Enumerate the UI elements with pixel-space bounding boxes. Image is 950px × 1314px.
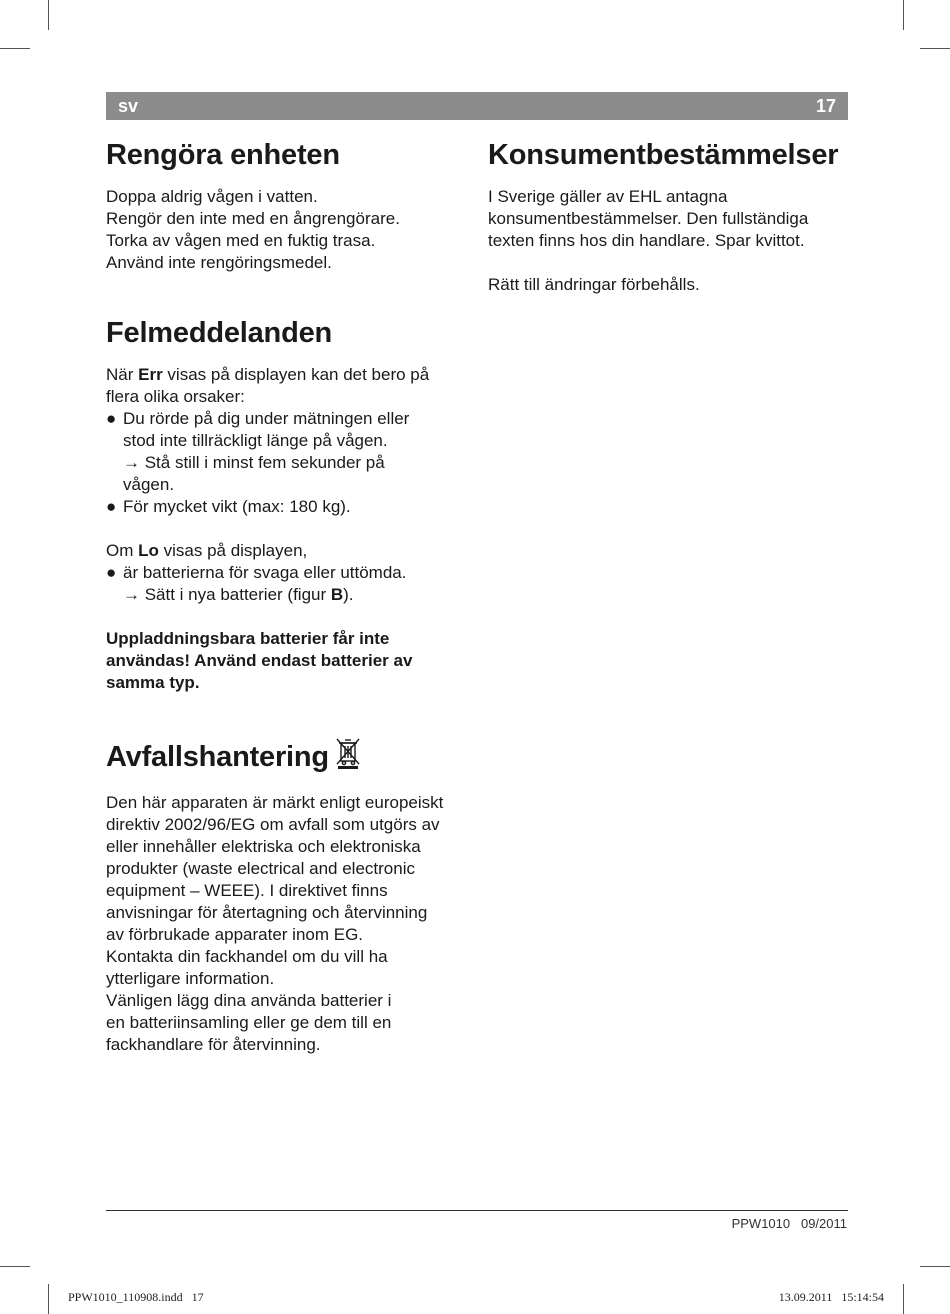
bullet-icon: ● (106, 497, 117, 516)
lo-action: → Sätt i nya batterier (figur B). (123, 585, 354, 604)
disposal-line: Kontakta din fackhandel om du vill ha (106, 947, 388, 966)
consumer-note: Rätt till ändringar förbehålls. (488, 275, 700, 294)
crop-mark (0, 48, 30, 49)
cleaning-section (106, 138, 476, 274)
crop-mark (903, 1284, 904, 1314)
cleaning-line: Doppa aldrig vågen i vatten. (106, 187, 318, 206)
consumer-section (488, 138, 848, 296)
crop-mark (903, 0, 904, 30)
consumer-line: texten finns hos din handlare. Spar kvittot. (488, 231, 805, 250)
errors-title: Felmeddelanden (106, 317, 333, 349)
disposal-line: equipment – WEEE). I direktivet finns (106, 881, 388, 900)
cleaning-line: Rengör den inte med en ångrengörare. (106, 209, 400, 228)
consumer-title: Konsumentbestämmelser (488, 139, 839, 171)
lo-bullet: ● är batterierna för svaga eller uttömda. (106, 563, 407, 582)
consumer-line: I Sverige gäller av EHL antagna (488, 187, 728, 206)
disposal-line: produkter (waste electrical and electronic (106, 859, 415, 878)
disposal-line: Vänligen lägg dina använda batterier i (106, 991, 392, 1010)
print-slug-timestamp: 13.09.2011 15:14:54 (778, 1290, 884, 1304)
disposal-line: anvisningar för återtagning och återvinning (106, 903, 428, 922)
errors-intro-line2: flera olika orsaker: (106, 387, 245, 406)
disposal-title: Avfallshantering (106, 741, 329, 773)
bullet-icon: ● (106, 409, 117, 428)
cleaning-title: Rengöra enheten (106, 139, 340, 171)
header-bar (106, 92, 848, 120)
error-bullet: ● Du rörde på dig under mätningen eller (106, 409, 410, 428)
cleaning-line: Använd inte rengöringsmedel. (106, 253, 332, 272)
disposal-heading (106, 736, 476, 778)
errors-section (106, 316, 476, 694)
crop-mark (48, 1284, 49, 1314)
crop-mark (48, 0, 49, 30)
footer-divider (106, 1210, 848, 1211)
disposal-section (106, 736, 476, 1056)
error-bullet: ● För mycket vikt (max: 180 kg). (106, 497, 351, 516)
battery-warning: användas! Använd endast batterier av (106, 651, 413, 670)
crop-mark (920, 1266, 950, 1267)
error-action: → Stå still i minst fem sekunder på (123, 453, 385, 472)
print-slug-file: PPW1010_110908.indd 17 (68, 1290, 204, 1304)
battery-warning: samma typ. (106, 673, 200, 692)
cleaning-line: Torka av vågen med en fuktig trasa. (106, 231, 376, 250)
language-code: sv (118, 96, 139, 116)
consumer-line: konsumentbestämmelser. Den fullständiga (488, 209, 809, 228)
disposal-line: eller innehåller elektriska och elektroniska (106, 837, 421, 856)
crop-mark (0, 1266, 30, 1267)
disposal-line: en batteriinsamling eller ge dem till en (106, 1013, 392, 1032)
battery-warning: Uppladdningsbara batterier får inte (106, 629, 390, 648)
error-bullet-cont: stod inte tillräckligt länge på vågen. (123, 431, 388, 450)
lo-intro: Om Lo visas på displayen, (106, 541, 308, 560)
disposal-line: ytterligare information. (106, 969, 275, 988)
error-action-cont: vågen. (123, 475, 175, 494)
crop-mark (920, 48, 950, 49)
err-code: Err (138, 365, 163, 384)
lo-code: Lo (138, 541, 159, 560)
right-column (488, 138, 848, 296)
figure-ref: B (330, 585, 344, 604)
disposal-line: Den här apparaten är märkt enligt europeiskt (106, 793, 444, 812)
left-column (106, 138, 476, 1056)
disposal-line: av förbrukade apparater inom EG. (106, 925, 364, 944)
disposal-line: direktiv 2002/96/EG om avfall som utgörs av (106, 815, 440, 834)
weee-bin-icon (335, 736, 361, 778)
page-number: 17 (815, 96, 836, 116)
footer-model-date: PPW1010 09/2011 (731, 1216, 847, 1231)
errors-intro: När Err visas på displayen kan det bero på (106, 365, 430, 384)
disposal-line: fackhandlare för återvinning. (106, 1035, 321, 1054)
bullet-icon: ● (106, 563, 117, 582)
